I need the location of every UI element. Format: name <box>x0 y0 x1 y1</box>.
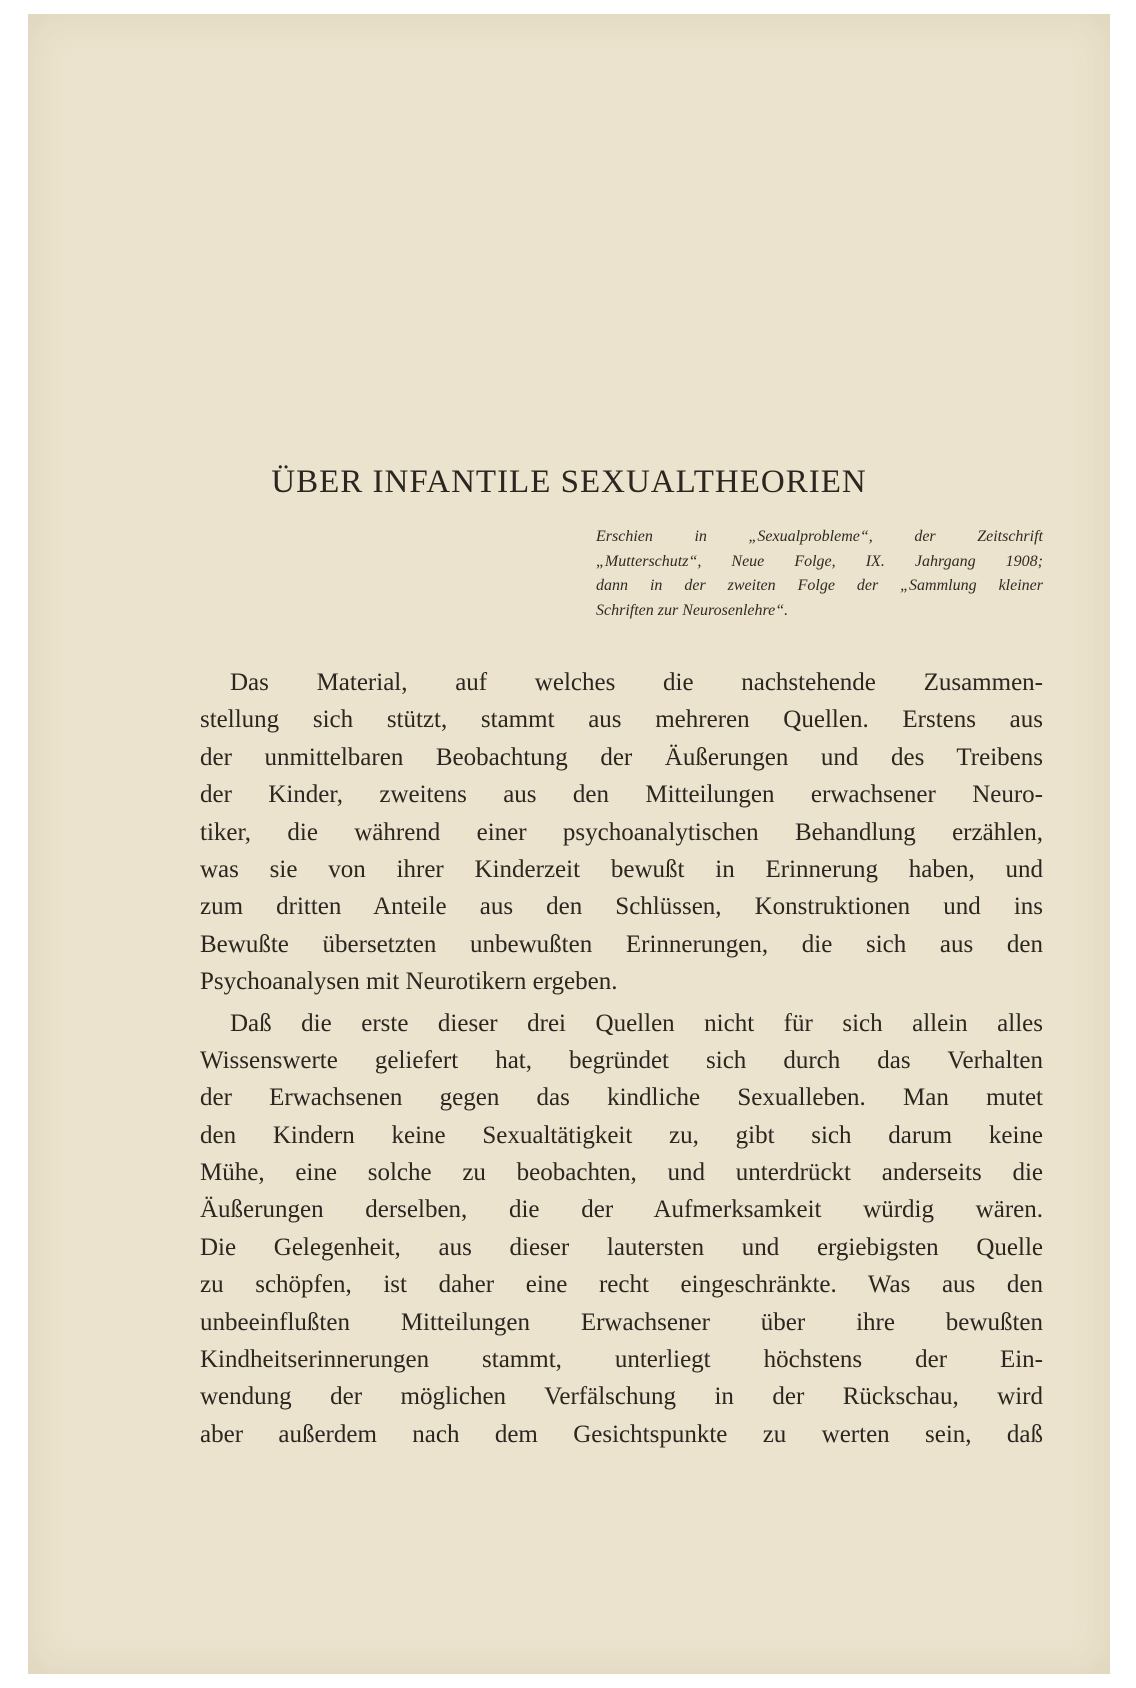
paragraph-1 <box>200 664 1043 1001</box>
text-line: Das Material, auf welches die nachstehende Zusammen- <box>230 669 1043 696</box>
body-text <box>200 664 1043 1453</box>
text-line: Kindheitserinnerungen stammt, unterliegt höchstens der Ein- <box>200 1346 1043 1374</box>
text-line: zum dritten Anteile aus den Schlüssen, Konstruktionen und ins <box>200 893 1043 921</box>
source-note-line: dann in der zweiten Folge der „Sammlung kleiner <box>596 577 1043 594</box>
text-line: was sie von ihrer Kinderzeit bewußt in Erinnerung haben, und <box>200 855 1043 883</box>
text-line: Mühe, eine solche zu beobachten, und unterdrückt anderseits die <box>200 1159 1043 1187</box>
source-note <box>596 525 1043 623</box>
paragraph-2 <box>200 1005 1043 1454</box>
text-line: der Erwachsenen gegen das kindliche Sexualleben. Man mutet <box>200 1084 1043 1112</box>
text-line: wendung der möglichen Verfälschung in der Rückschau, wird <box>200 1383 1043 1411</box>
source-note-line: „Mutterschutz“, Neue Folge, IX. Jahrgang 1908; <box>596 552 1043 570</box>
text-line: unbeeinflußten Mitteilungen Erwachsener über ihre bewußten <box>200 1308 1043 1336</box>
text-line: Bewußte übersetzten unbewußten Erinnerungen, die sich aus den <box>200 930 1043 958</box>
page-title: ÜBER INFANTILE SEXUALTHEORIEN <box>271 464 867 500</box>
source-note-line: Erschien in „Sexualprobleme“, der Zeitschrift <box>596 528 1043 545</box>
text-line: Wissenswerte geliefert hat, begründet sich durch das Verhalten <box>200 1046 1043 1074</box>
text-line: tiker, die während einer psychoanalytischen Behandlung erzählen, <box>200 818 1043 846</box>
text-line: zu schöpfen, ist daher eine recht eingeschränkte. Was aus den <box>200 1271 1043 1299</box>
text-line: der unmittelbaren Beobachtung der Äußerungen und des Treibens <box>200 743 1043 771</box>
text-line: Die Gelegenheit, aus dieser lautersten und ergiebigsten Quelle <box>200 1233 1043 1261</box>
text-line: Psychoanalysen mit Neurotikern ergeben. <box>200 968 618 996</box>
text-line: den Kindern keine Sexualtätigkeit zu, gibt sich darum keine <box>200 1121 1043 1149</box>
text-line: aber außerdem nach dem Gesichtspunkte zu werten sein, daß <box>200 1420 1043 1448</box>
text-line: Daß die erste dieser drei Quellen nicht für sich allein alles <box>230 1009 1043 1037</box>
text-line: Äußerungen derselben, die der Aufmerksamkeit würdig wären. <box>200 1196 1043 1224</box>
book-page <box>28 14 1110 1674</box>
source-note-line: Schriften zur Neurosenlehre“. <box>596 601 789 619</box>
text-line: stellung sich stützt, stammt aus mehreren Quellen. Erstens aus <box>200 706 1043 734</box>
text-line: der Kinder, zweitens aus den Mitteilungen erwachsener Neuro- <box>200 781 1043 809</box>
